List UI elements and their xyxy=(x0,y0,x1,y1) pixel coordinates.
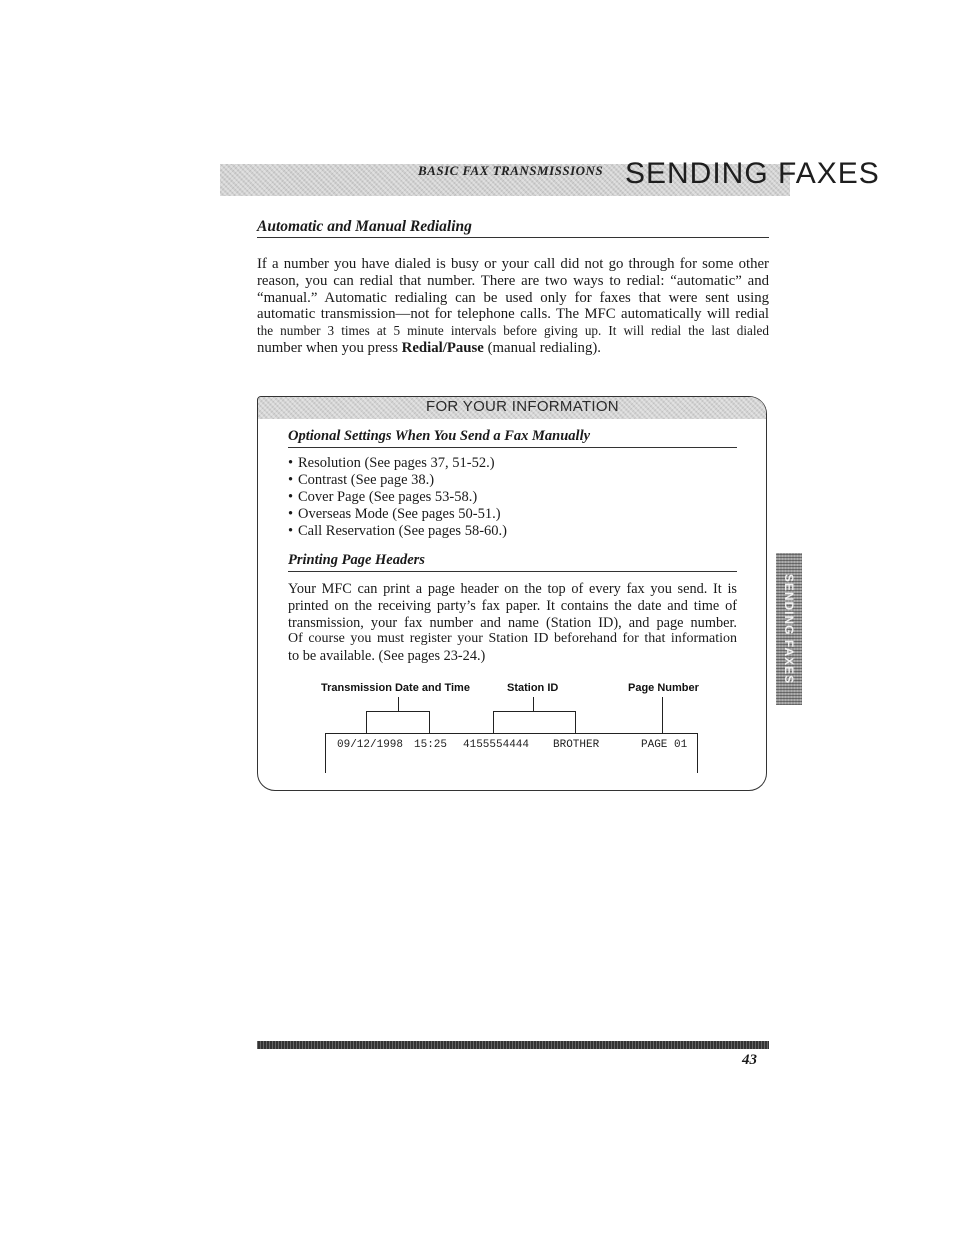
sample-time: 15:25 xyxy=(414,739,448,751)
connector-line xyxy=(662,697,663,733)
redialing-line: If a number you have dialed is busy or your call did not go through for some other xyxy=(257,256,769,272)
headers-line: Your MFC can print a page header on the top of every fax you send. It is xyxy=(288,581,737,597)
optional-settings-heading: Optional Settings When You Send a Fax Manually xyxy=(288,428,591,444)
bracket-top xyxy=(366,711,430,712)
bullet: • xyxy=(288,471,294,488)
page-number: 43 xyxy=(742,1052,757,1068)
redialing-last-suffix: (manual redialing). xyxy=(483,339,601,356)
footer-band xyxy=(257,1041,769,1049)
side-tab-label: SENDING FAXES xyxy=(782,573,796,685)
label-station-id: Station ID xyxy=(507,682,559,694)
redialing-heading: Automatic and Manual Redialing xyxy=(257,218,472,235)
info-box-title: FOR YOUR INFORMATION xyxy=(426,398,619,415)
redialing-last-prefix: number when you press xyxy=(257,339,402,356)
section-label: BASIC FAX TRANSMISSIONS xyxy=(418,163,604,178)
headers-line: printed on the receiving party’s fax paper. It contains the date and time of xyxy=(288,597,737,614)
redialing-line: the number 3 times at 5 minute intervals before giving up. It will redial the last dialed xyxy=(257,323,769,339)
sample-fax-number: 4155554444 xyxy=(463,739,530,751)
sample-date: 09/12/1998 xyxy=(337,739,404,751)
connector-line xyxy=(398,697,399,712)
chapter-title: SENDING FAXES xyxy=(625,157,880,190)
bracket-side xyxy=(366,711,367,733)
headers-line: to be available. (See pages 23-24.) xyxy=(288,648,486,665)
bullet: • xyxy=(288,488,294,505)
setting-text: Cover Page (See pages 53-58.) xyxy=(298,488,478,505)
headers-line: transmission, your fax number and name (Station ID), and page number. xyxy=(288,614,737,631)
paper-top-edge xyxy=(325,733,698,734)
redial-pause-key: Redial/Pause xyxy=(401,339,484,356)
bullet: • xyxy=(288,455,294,471)
bullet: • xyxy=(288,505,294,522)
bracket-side xyxy=(429,711,430,733)
headers-line: Of course you must register your Station ID beforehand for that information xyxy=(288,631,737,647)
bracket-side xyxy=(493,711,494,733)
setting-text: Contrast (See page 38.) xyxy=(298,471,435,488)
connector-line xyxy=(533,697,534,712)
label-page-number: Page Number xyxy=(628,682,699,694)
setting-text: Overseas Mode (See pages 50-51.) xyxy=(298,505,501,522)
bracket-top xyxy=(493,711,576,712)
redialing-line: reason, you can redial that number. There are two ways to redial: “automatic” and xyxy=(257,272,769,289)
paper-right-edge xyxy=(697,733,698,773)
bracket-side xyxy=(575,711,576,733)
printing-headers-heading: Printing Page Headers xyxy=(288,552,425,568)
setting-text: Call Reservation (See pages 58-60.) xyxy=(298,522,507,539)
redialing-line: “manual.” Automatic redialing can be used only for faxes that were sent using xyxy=(257,289,769,306)
setting-text: Resolution (See pages 37, 51-52.) xyxy=(298,455,495,471)
sample-station-name: BROTHER xyxy=(553,739,600,751)
label-transmission-datetime: Transmission Date and Time xyxy=(321,682,470,694)
redialing-line: automatic transmission—not for telephone calls. The MFC automatically will redial xyxy=(257,306,769,323)
sample-page: PAGE 01 xyxy=(641,739,688,751)
bullet: • xyxy=(288,522,294,539)
paper-left-edge xyxy=(325,733,326,773)
